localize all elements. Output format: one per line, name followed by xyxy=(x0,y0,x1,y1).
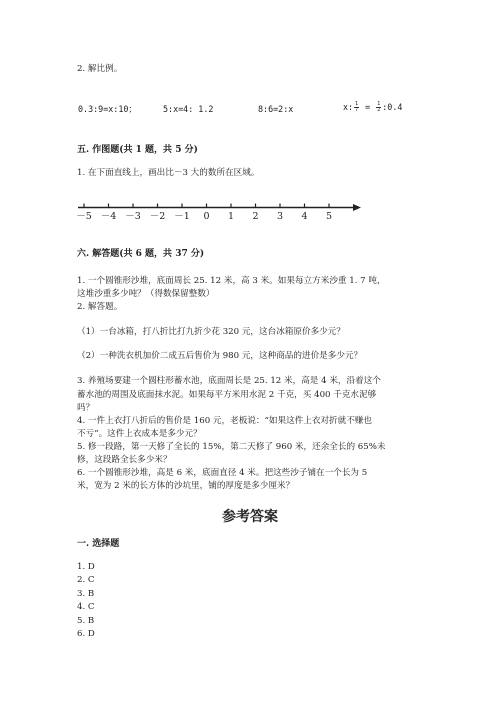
fraction-1-2: $\frac{1}{2}$ xyxy=(377,101,381,113)
section-5-question-1: 1. 在下面直线上，画出比－3 大的数所在区域。 xyxy=(77,168,260,178)
number-line-tick-label: 4 xyxy=(301,210,308,222)
question-6-line-1: 6. 一个圆锥形沙堆，高是 6 米，底面直径 4 米。把这些沙子铺在一个长为 5 xyxy=(77,468,368,478)
fraction-1-7: $\frac{1}{7}$ xyxy=(355,101,359,113)
equation-4: x: $\frac{1}{7}$ = $\frac{1}{2}$ :0.4 xyxy=(343,101,403,113)
answers-title: 参考答案 xyxy=(222,509,278,525)
number-line-tick-label: 3 xyxy=(276,210,284,222)
number-line-tick-label: 2 xyxy=(252,210,259,222)
question-5-line-2: 修，这段路全长多少米？ xyxy=(77,455,172,465)
answer-item: 3. B xyxy=(77,588,95,599)
question-1-line-1: 1. 一个圆锥形沙堆，底面周长 25. 12 米，高 3 米。如果每立方米沙重 1. 7 吨， xyxy=(77,276,386,286)
question-heading-solve-proportion: 2. 解比例。 xyxy=(77,64,123,74)
question-3-line-3: 吗？ xyxy=(77,403,95,413)
answers-section-1-title: 一. 选择题 xyxy=(77,539,120,549)
question-2: 2. 解答题。 xyxy=(77,302,123,312)
question-4-line-2: 不亏”。这件上衣成本是多少元？ xyxy=(77,429,202,439)
number-line-tick-label: 0 xyxy=(203,210,210,222)
equation-2: 5:x=4: 1.2 xyxy=(163,104,214,114)
answer-item: 5. B xyxy=(77,615,95,626)
question-5-line-1: 5. 修一段路，第一天修了全长的 15%，第二天修了 960 米，还余全长的 65%未 xyxy=(77,442,386,452)
number-line-tick-label: －1 xyxy=(174,210,190,222)
number-line-tick-label: －4 xyxy=(100,210,117,222)
number-line-tick-label: －2 xyxy=(149,210,166,222)
equation-4-prefix: x: xyxy=(343,102,354,112)
equation-4-suffix: :0.4 xyxy=(382,102,403,112)
number-line-tick-label: －5 xyxy=(76,210,92,222)
question-2-sub-1: （1）一台冰箱，打八折比打九折少花 320 元，这台冰箱原价多少元？ xyxy=(77,327,345,337)
section-6-title: 六. 解答题(共 6 题，共 37 分) xyxy=(77,249,205,259)
question-3-line-1: 3. 养殖场要建一个圆柱形蓄水池，底面周长是 25. 12 米，高是 4 米，沿着这个 xyxy=(77,376,381,386)
answer-item: 4. C xyxy=(77,602,95,613)
question-3-line-2: 蓄水池的周围及底面抹水泥。如果每平方米用水泥 2 千克，买 400 千克水泥够 xyxy=(77,390,377,400)
number-line-tick-label: 5 xyxy=(325,210,333,222)
question-1-line-2: 这堆沙重多少吨？（得数保留整数） xyxy=(77,289,215,299)
section-5-title: 五. 作图题(共 1 题，共 5 分) xyxy=(77,145,198,155)
answer-item: 2. C xyxy=(77,575,95,586)
number-line-tick-label: －3 xyxy=(125,210,141,222)
question-4-line-1: 4. 一件上衣打八折后的售价是 160 元，老板说：“如果这件上衣对折就不赚也 xyxy=(77,416,373,426)
number-line-arrow xyxy=(353,204,361,211)
answer-item: 1. D xyxy=(77,562,95,572)
number-line-tick-label: 1 xyxy=(227,210,235,222)
question-2-sub-2: （2）一种洗衣机加价二成五后售价为 980 元，这种商品的进价是多少元？ xyxy=(77,351,363,361)
equation-3: 8:6=2:x xyxy=(258,104,294,114)
question-6-line-2: 米，宽为 2 米的长方体的沙坑里，铺的厚度是多少厘米？ xyxy=(77,481,295,491)
answer-item: 6. D xyxy=(77,629,95,639)
equation-1: 0.3:9=x:10； xyxy=(78,104,137,114)
